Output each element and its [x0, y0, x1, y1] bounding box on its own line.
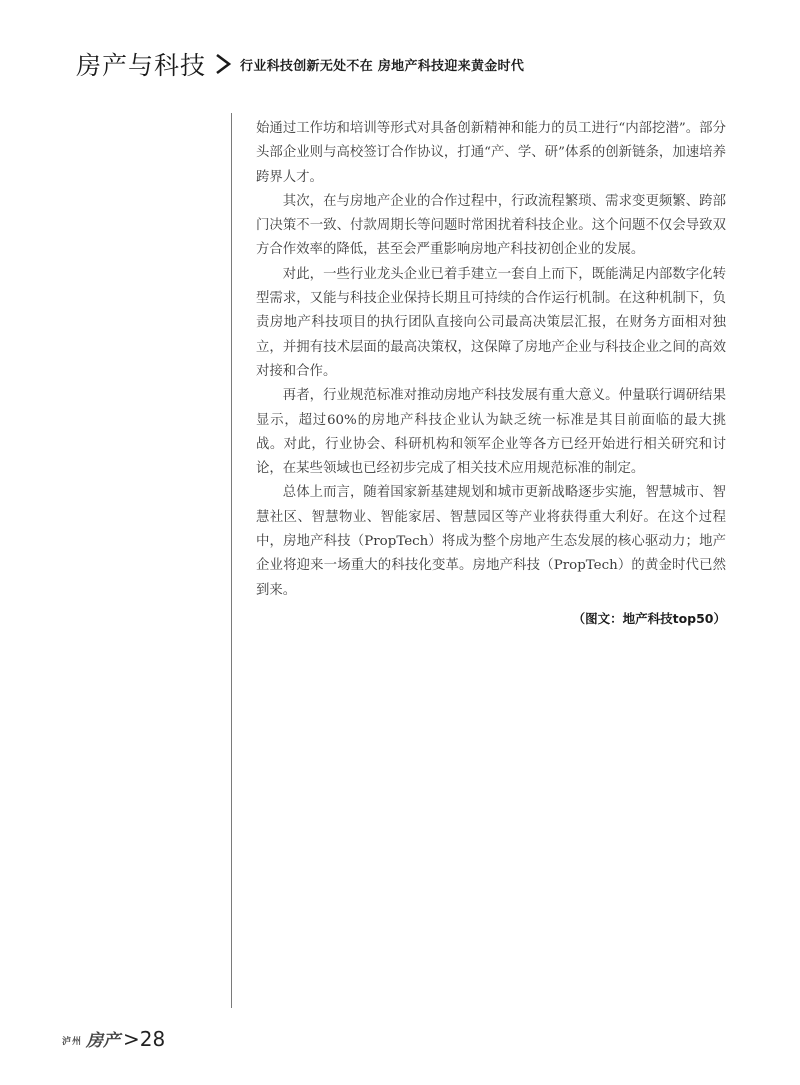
- magazine-logo: 房产: [86, 1031, 121, 1051]
- paragraph: 其次，在与房地产企业的合作过程中，行政流程繁琐、需求变更频繁、跨部门决策不一致、付款周期长等问题时常困扰着科技企业。这个问题不仅会导致双方合作效率的降低，甚至会严重影响房地产科技初创企业的发展。: [256, 193, 726, 258]
- footer-city-label: 泸州: [62, 1037, 83, 1047]
- page-number: >28: [123, 1027, 166, 1051]
- paragraph: 再者，行业规范标准对推动房地产科技发展有重大意义。仲量联行调研结果显示，超过60%的房地产科技企业认为缺乏统一标准是其目前面临的最大挑战。对此，行业协会、科研机构和领军企业等各方已经开始进行相关研究和讨论，在某些领域也已经初步完成了相关技术应用规范标准的制定。: [256, 388, 726, 477]
- page-footer: [62, 1026, 165, 1051]
- column-divider: [231, 113, 232, 1008]
- paragraph: 对此，一些行业龙头企业已着手建立一套自上而下，既能满足内部数字化转型需求，又能与科技企业保持长期且可持续的合作运行机制。在这种机制下，负责房地产科技项目的执行团队直接向公司最高决策层汇报，在财务方面相对独立，并拥有技术层面的最高决策权，这保障了房地产企业与科技企业之间的高效对接和合作。: [256, 266, 726, 379]
- article-subtitle: 行业科技创新无处不在 房地产科技迎来黄金时代: [240, 58, 525, 74]
- article-body: [256, 117, 726, 627]
- chevron-right-icon: [214, 52, 232, 76]
- section-title: 房产与科技: [76, 51, 207, 80]
- paragraph: 总体上而言，随着国家新基建规划和城市更新战略逐步实施，智慧城市、智慧社区、智慧物业、智能家居、智慧园区等产业将获得重大利好。在这个过程中，房地产科技（PropTech）将成为整个房地产生态发展的核心驱动力；地产企业将迎来一场重大的科技化变革。房地产科技（PropTech）的黄金时代已然到来。: [256, 485, 726, 598]
- paragraph: 始通过工作坊和培训等形式对具备创新精神和能力的员工进行“内部挖潜”。部分头部企业则与高校签订合作协议，打通“产、学、研”体系的创新链条，加速培养跨界人才。: [256, 121, 726, 185]
- page-header: [76, 44, 524, 84]
- article-credit: （图文：地产科技top50）: [572, 610, 726, 626]
